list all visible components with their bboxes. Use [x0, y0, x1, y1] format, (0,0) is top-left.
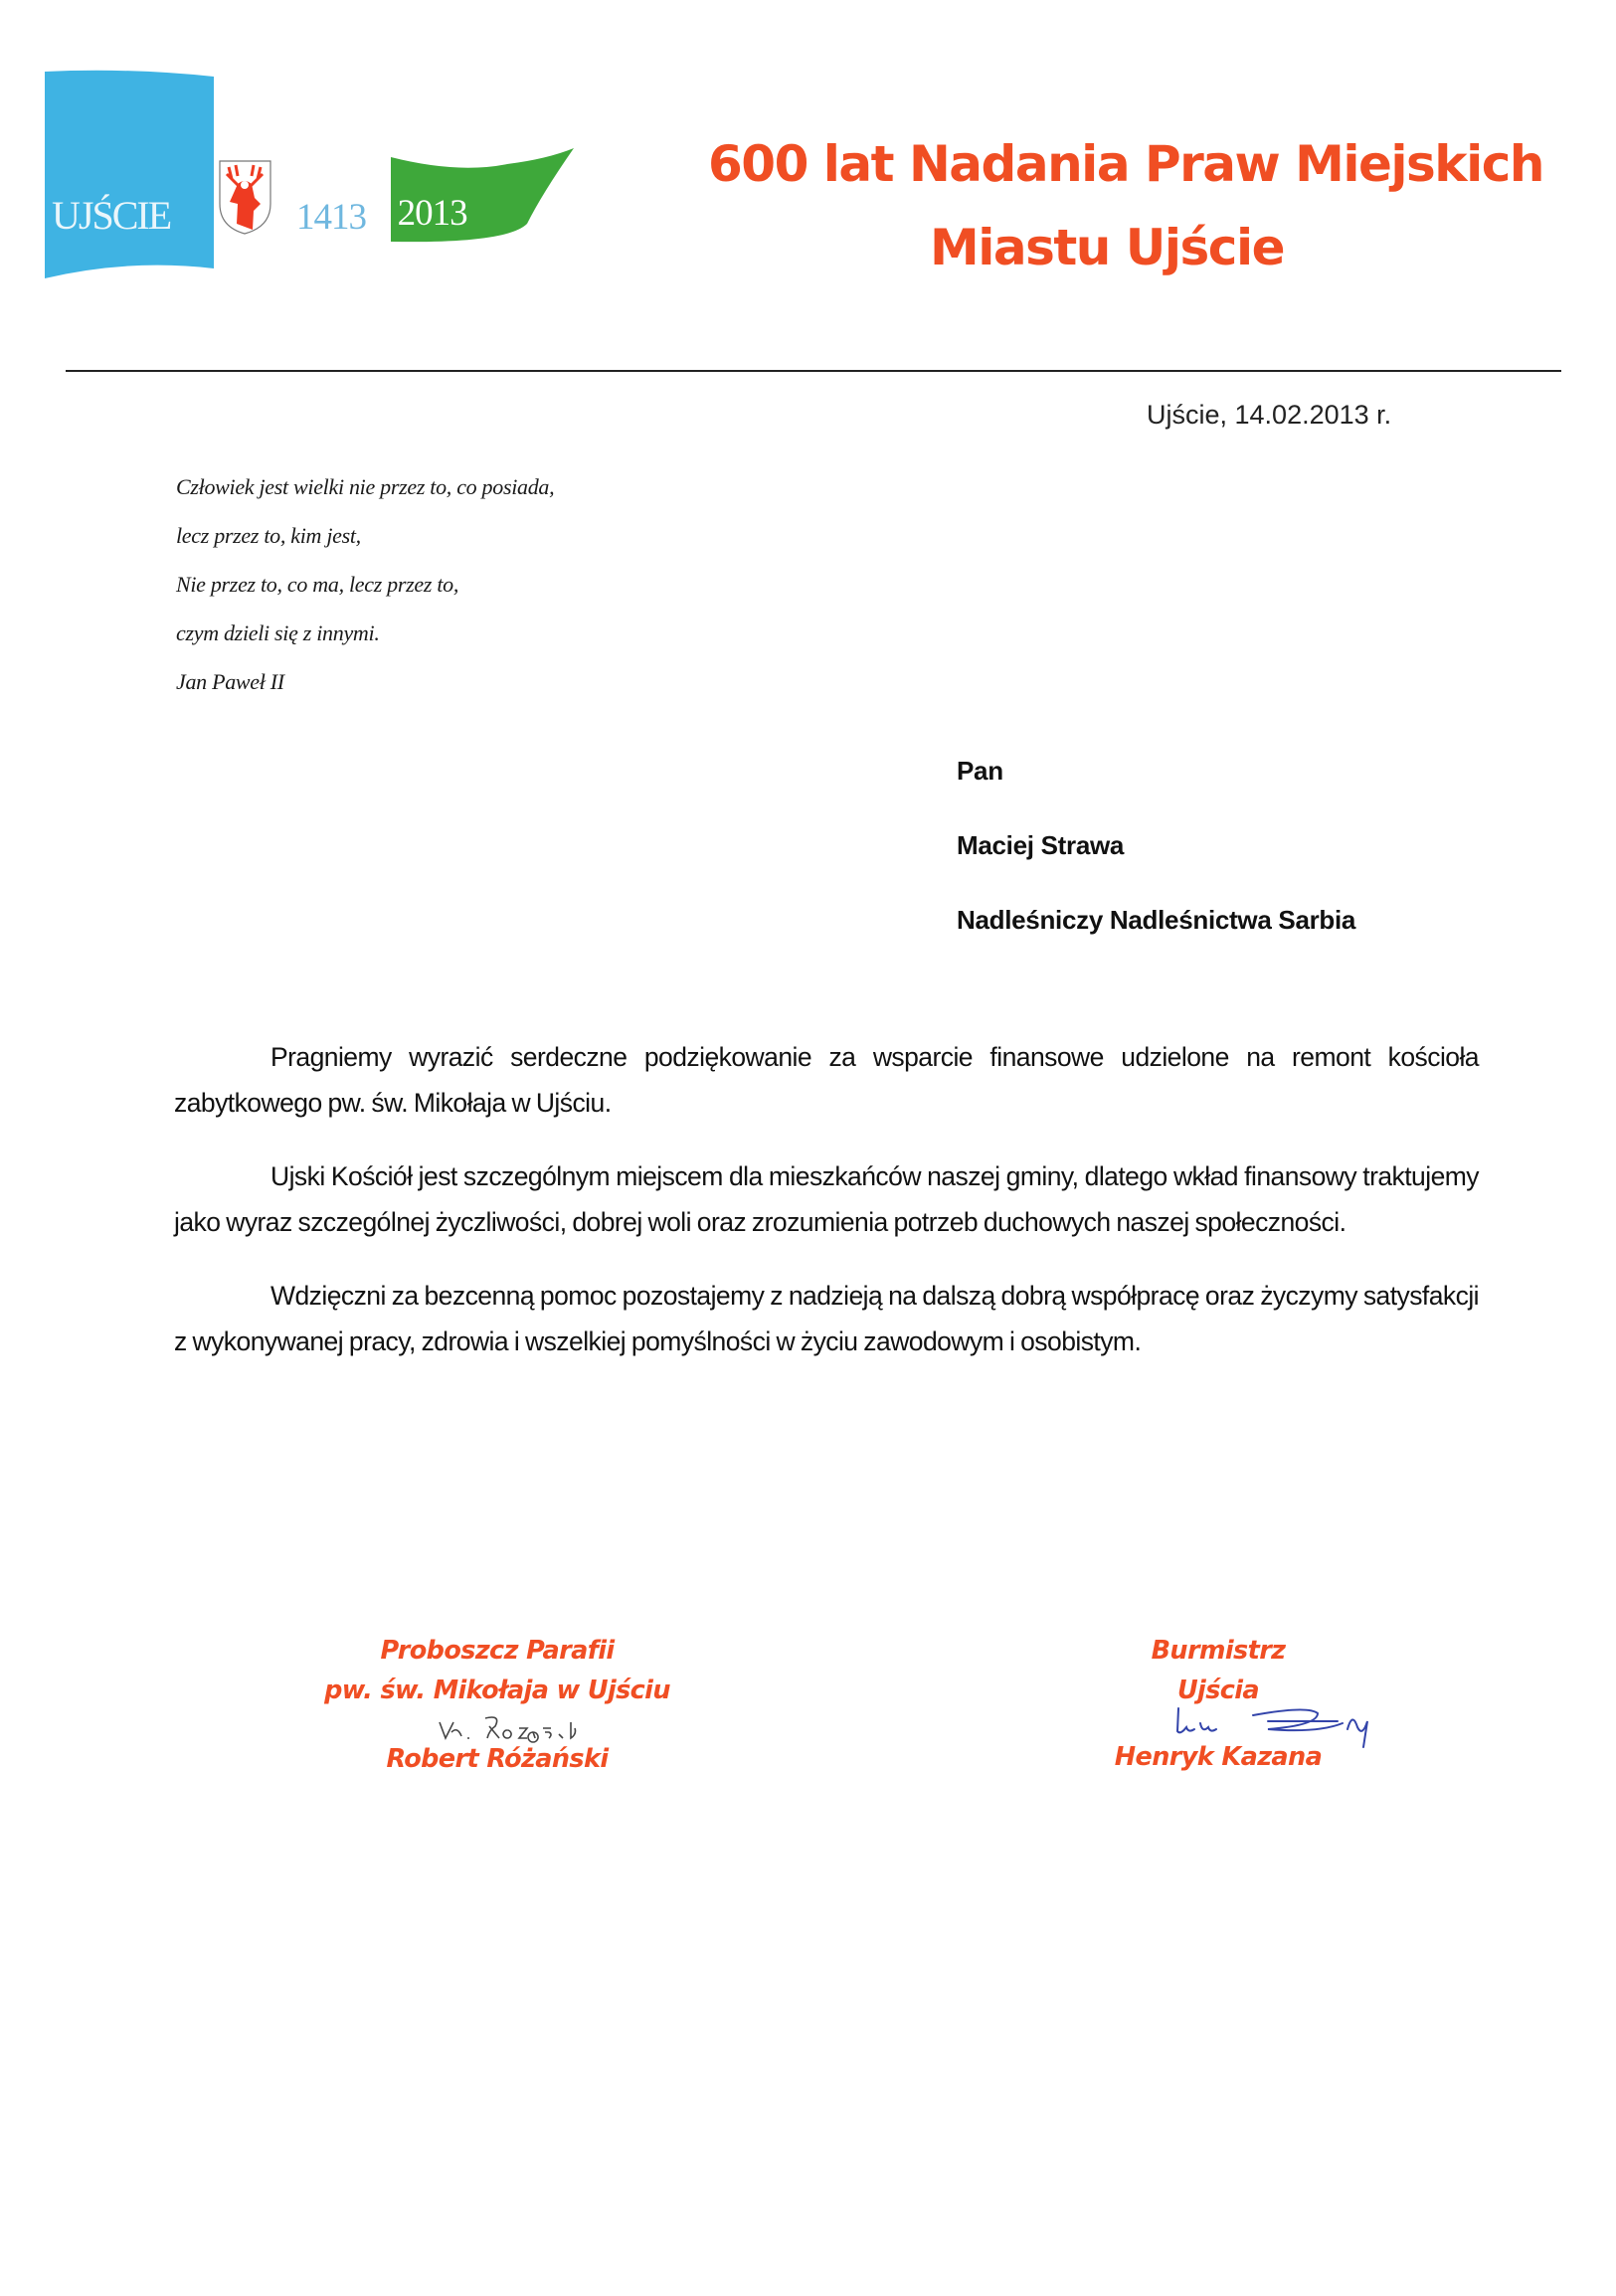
deer-head-coat-of-arms-icon: [220, 161, 270, 234]
addressee-block: [957, 754, 1355, 977]
body-paragraph: Pragniemy wyrazić serdeczne podziękowanie za wsparcie finansowe udzielone na remont kościoła zabytkowego pw. św. Mikołaja w Ujściu.: [174, 1042, 1479, 1118]
page-title-line-2: Miastu Ujście: [930, 219, 1284, 276]
anniversary-logo: [40, 65, 582, 283]
signatory-title-detail: Ujścia: [1176, 1676, 1260, 1705]
blue-flag-shape: [45, 71, 214, 278]
signatory-title: Proboszcz Parafii: [380, 1636, 615, 1666]
signatory-name: Henryk Kazana: [1114, 1742, 1323, 1772]
logo-graphic: [40, 65, 582, 283]
addressee-position: Nadleśniczy Nadleśnictwa Sarbia: [957, 905, 1356, 935]
addressee-name: Maciej Strawa: [957, 830, 1125, 860]
letter-date: Ujście, 14.02.2013 r.: [1147, 400, 1392, 430]
header-divider: [66, 370, 1561, 372]
signature-block-parish-priest: [298, 1631, 696, 1774]
addressee-salutation: Pan: [957, 756, 1003, 786]
year-start-text: 1413: [296, 197, 366, 238]
signatory-name: Robert Różański: [386, 1744, 609, 1774]
signatory-title-detail: pw. św. Mikołaja w Ujściu: [324, 1676, 670, 1705]
page-title-line-1: 600 lat Nadania Praw Miejskich: [708, 135, 1543, 193]
quote-line: Nie przez to, co ma, lecz przez to,: [176, 572, 459, 597]
quote-author: Jan Paweł II: [176, 669, 284, 694]
letter-body: [174, 1034, 1479, 1392]
quote-line: czym dzieli się z innymi.: [176, 620, 380, 645]
mayor-signature-scribble-icon: [1168, 1703, 1467, 1763]
epigraph-quote: [176, 471, 554, 715]
quote-line: lecz przez to, kim jest,: [176, 523, 361, 548]
body-paragraph: Ujski Kościół jest szczególnym miejscem dla mieszkańców naszej gminy, dlatego wkład finansowy traktujemy jako wyraz szczególnej życzliwości, dobrej woli oraz zrozumienia potrzeb duchowych naszej społeczności.: [174, 1161, 1479, 1237]
town-name-text: UJŚCIE: [52, 193, 171, 238]
handwritten-signature: [298, 1710, 696, 1744]
signatory-title: Burmistrz: [1151, 1636, 1286, 1666]
body-paragraph: Wdzięczni za bezcenną pomoc pozostajemy z nadzieją na dalszą dobrą współpracę oraz życzymy satysfakcji z wykonywanej pracy, zdrowia i wszelkiej pomyślności w życiu zawodowym i osobistym.: [174, 1281, 1479, 1356]
signature-scribble-icon: [378, 1710, 617, 1744]
year-end-text: - 2013: [378, 193, 467, 234]
quote-line: Człowiek jest wielki nie przez to, co posiada,: [176, 474, 555, 499]
